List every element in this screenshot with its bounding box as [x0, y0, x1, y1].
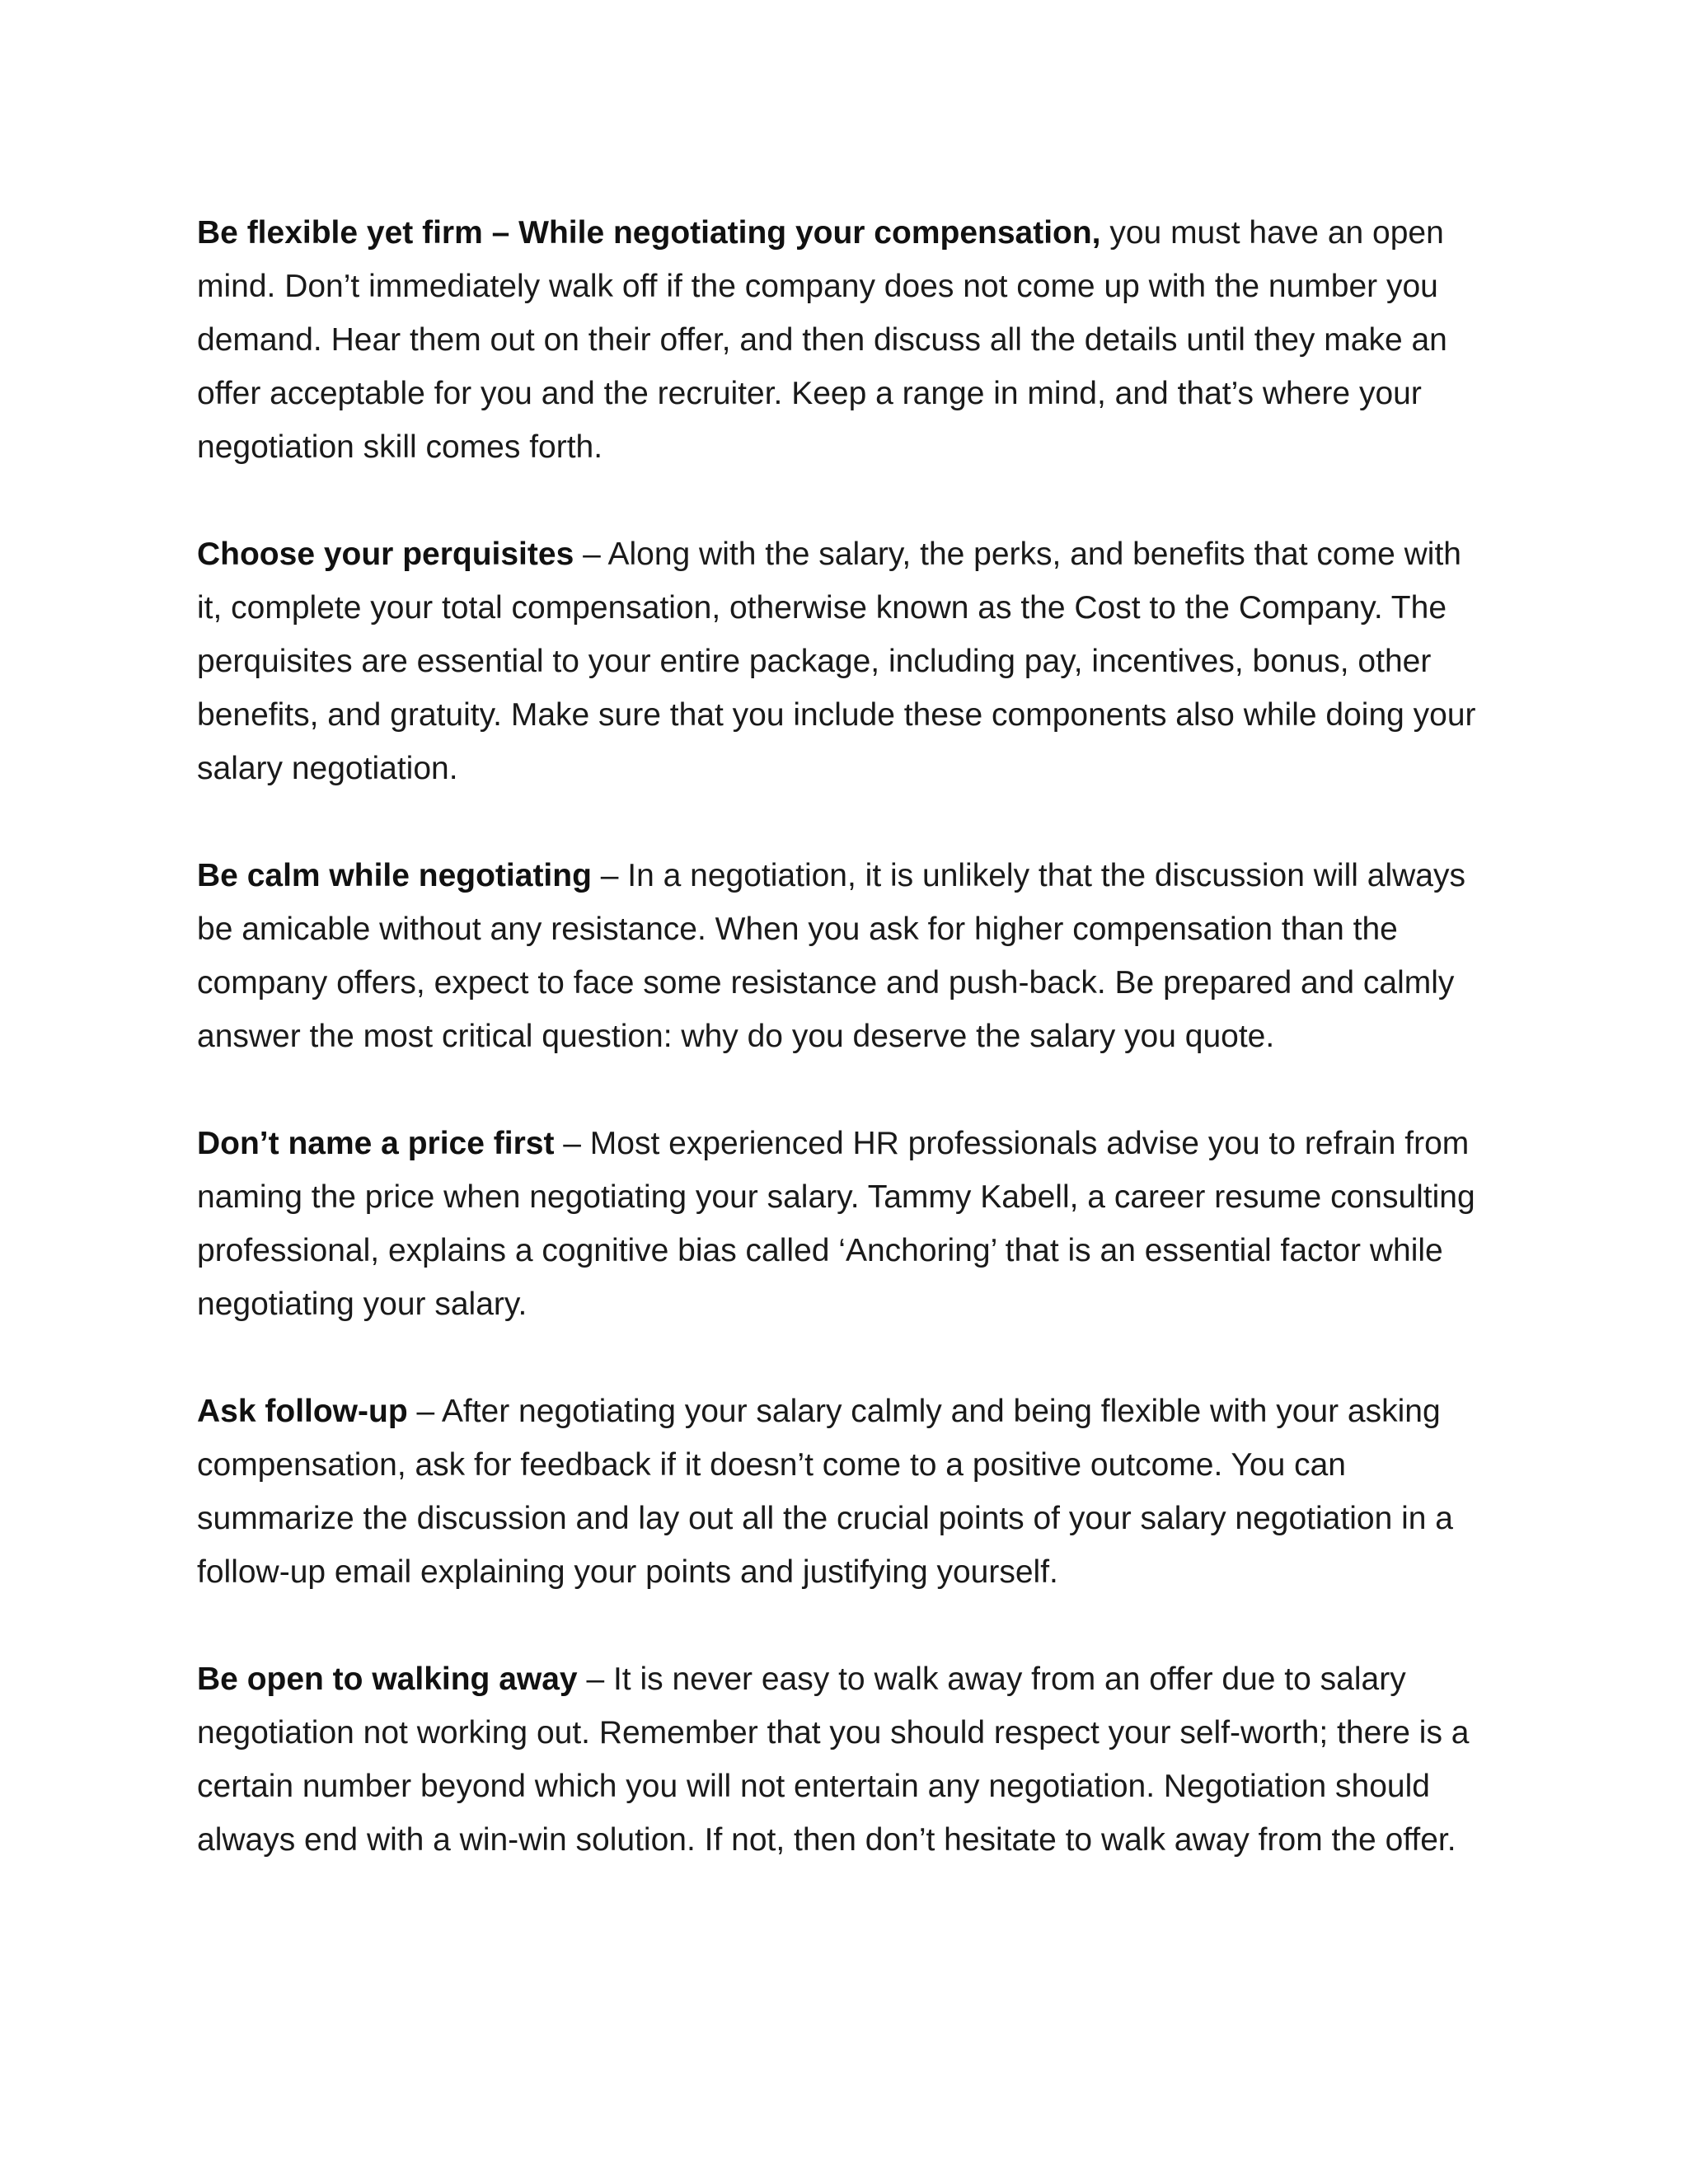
- paragraph-text: – Most experienced HR professionals advise you to refrain from naming the price when negotiating your salary. Tammy Kabell, a career resume consulting professional, explains a cognitive bias called ‘Anchoring’ that is an essential factor while negotiating your salary.: [197, 1126, 1475, 1322]
- paragraph-heading: Be calm while negotiating: [197, 858, 592, 893]
- paragraph-walking-away: [197, 1652, 1491, 1867]
- paragraph-text: you must have an open mind. Don’t immediately walk off if the company does not come up with the number you demand. Hear them out on their offer, and then discuss all the details until they make an offer acceptable for you and the recruiter. Keep a range in mind, and that’s where your negotiation skill comes forth.: [197, 215, 1447, 465]
- paragraph-heading: Ask follow-up: [197, 1394, 408, 1429]
- paragraph-flexible-yet-firm: [197, 206, 1491, 474]
- paragraph-heading: Be open to walking away: [197, 1661, 578, 1697]
- paragraph-dont-name-price: [197, 1117, 1491, 1331]
- paragraph-text: – Along with the salary, the perks, and benefits that come with it, complete your total compensation, otherwise known as the Cost to the Company. The perquisites are essential to your entire package, including pay, incentives, bonus, other benefits, and gratuity. Make sure that you include these components also while doing your salary negotiation.: [197, 537, 1476, 786]
- paragraph-be-calm: [197, 849, 1491, 1063]
- paragraph-text: – It is never easy to walk away from an offer due to salary negotiation not working out. Remember that you should respect your self-worth; there is a certain number beyond which you will not entertain any negotiation. Negotiation should always end with a win-win solution. If not, then don’t hesitate to walk away from the offer.: [197, 1661, 1470, 1858]
- paragraph-heading: Choose your perquisites: [197, 537, 574, 572]
- document-body: [197, 206, 1491, 1867]
- paragraph-text: – After negotiating your salary calmly and being flexible with your asking compensation, ask for feedback if it doesn’t come to a positive outcome. You can summarize the discussion and lay out all the crucial points of your salary negotiation in a follow-up email explaining your points and justifying yourself.: [197, 1394, 1453, 1590]
- paragraph-heading: Don’t name a price first: [197, 1126, 555, 1161]
- paragraph-heading: Be flexible yet firm – While negotiating your compensation,: [197, 215, 1101, 251]
- paragraph-text: – In a negotiation, it is unlikely that the discussion will always be amicable without any resistance. When you ask for higher compensation than the company offers, expect to face some resistance and push-back. Be prepared and calmly answer the most critical question: why do you deserve the salary you quote.: [197, 858, 1465, 1054]
- paragraph-choose-perquisites: [197, 527, 1491, 795]
- paragraph-ask-follow-up: [197, 1385, 1491, 1599]
